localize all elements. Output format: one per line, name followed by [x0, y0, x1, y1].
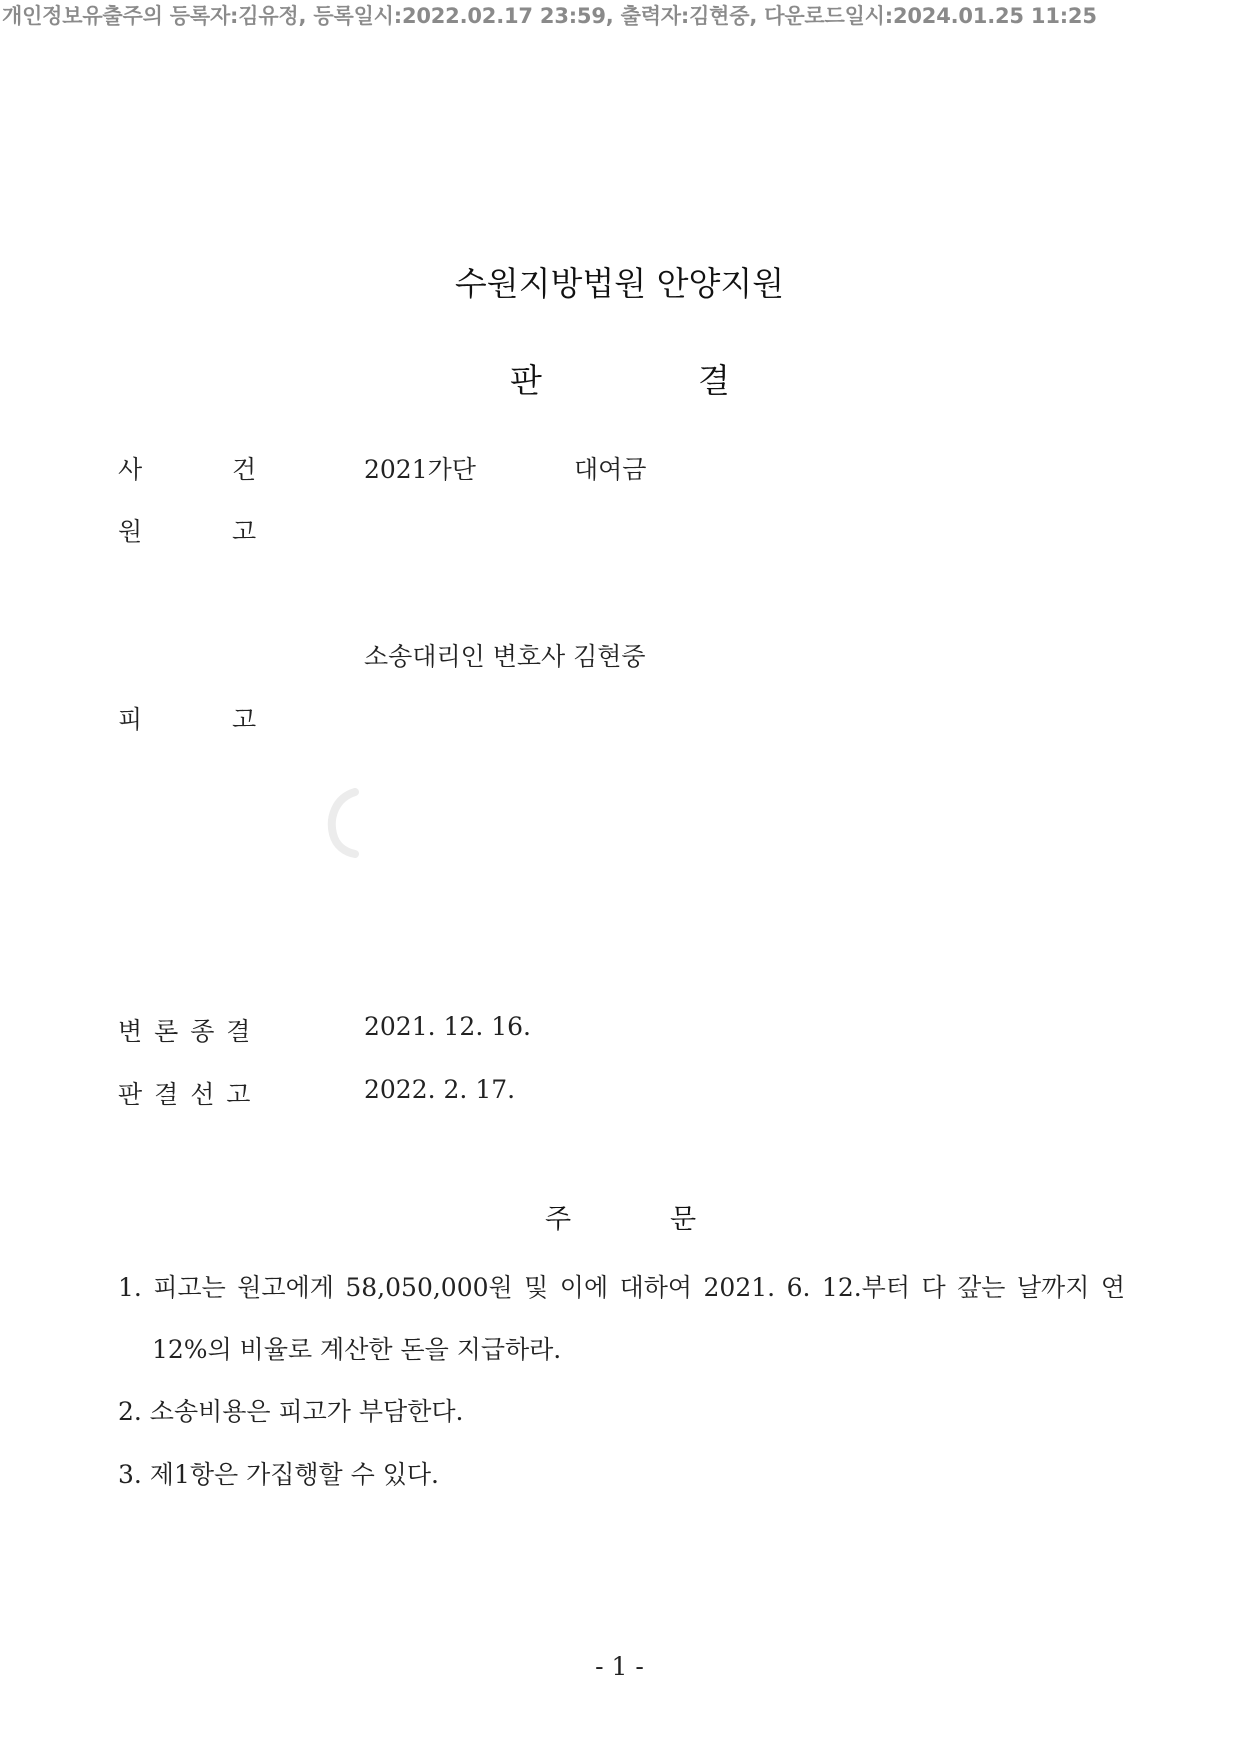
document-title-char-1: 판 [510, 361, 542, 400]
case-label-char-1: 사 [118, 455, 143, 484]
plaintiff-label-char-1: 원 [118, 517, 143, 546]
hearing-end-label: 변 론 종 결 [118, 1017, 253, 1046]
judgment-date: 2022. 2. 17. [364, 1075, 516, 1104]
order-title-char-1: 주 [545, 1204, 572, 1235]
document-title-char-2: 결 [698, 361, 730, 400]
case-number: 2021가단 [364, 455, 476, 484]
judgment-date-label: 판 결 선 고 [118, 1080, 253, 1109]
faint-scan-mark [325, 788, 365, 858]
print-info-header: 개인정보유출주의 등록자:김유정, 등록일시:2022.02.17 23:59, 출력자:김현중, 다운로드일시:2024.01.25 11:25 [2, 4, 1097, 28]
order-item-1-continued: 12%의 비율로 계산한 돈을 지급하라. [152, 1335, 562, 1364]
defendant-label-char-2: 고 [232, 705, 257, 734]
hearing-end-date: 2021. 12. 16. [364, 1012, 531, 1041]
plaintiff-label-char-2: 고 [232, 517, 257, 546]
order-item-2: 2. 소송비용은 피고가 부담한다. [118, 1397, 464, 1426]
plaintiff-attorney: 소송대리인 변호사 김현중 [364, 642, 646, 671]
page-number: - 1 - [595, 1652, 644, 1681]
order-item-3: 3. 제1항은 가집행할 수 있다. [118, 1460, 439, 1489]
case-name: 대여금 [574, 455, 647, 484]
case-label-char-2: 건 [232, 455, 257, 484]
court-name: 수원지방법원 안양지원 [454, 264, 785, 303]
order-item-1: 1. 피고는 원고에게 58,050,000원 및 이에 대하여 2021. 6. 12.부터 다 갚는 날까지 연 [118, 1273, 1125, 1302]
defendant-label-char-1: 피 [118, 705, 143, 734]
order-title-char-2: 문 [670, 1204, 697, 1235]
